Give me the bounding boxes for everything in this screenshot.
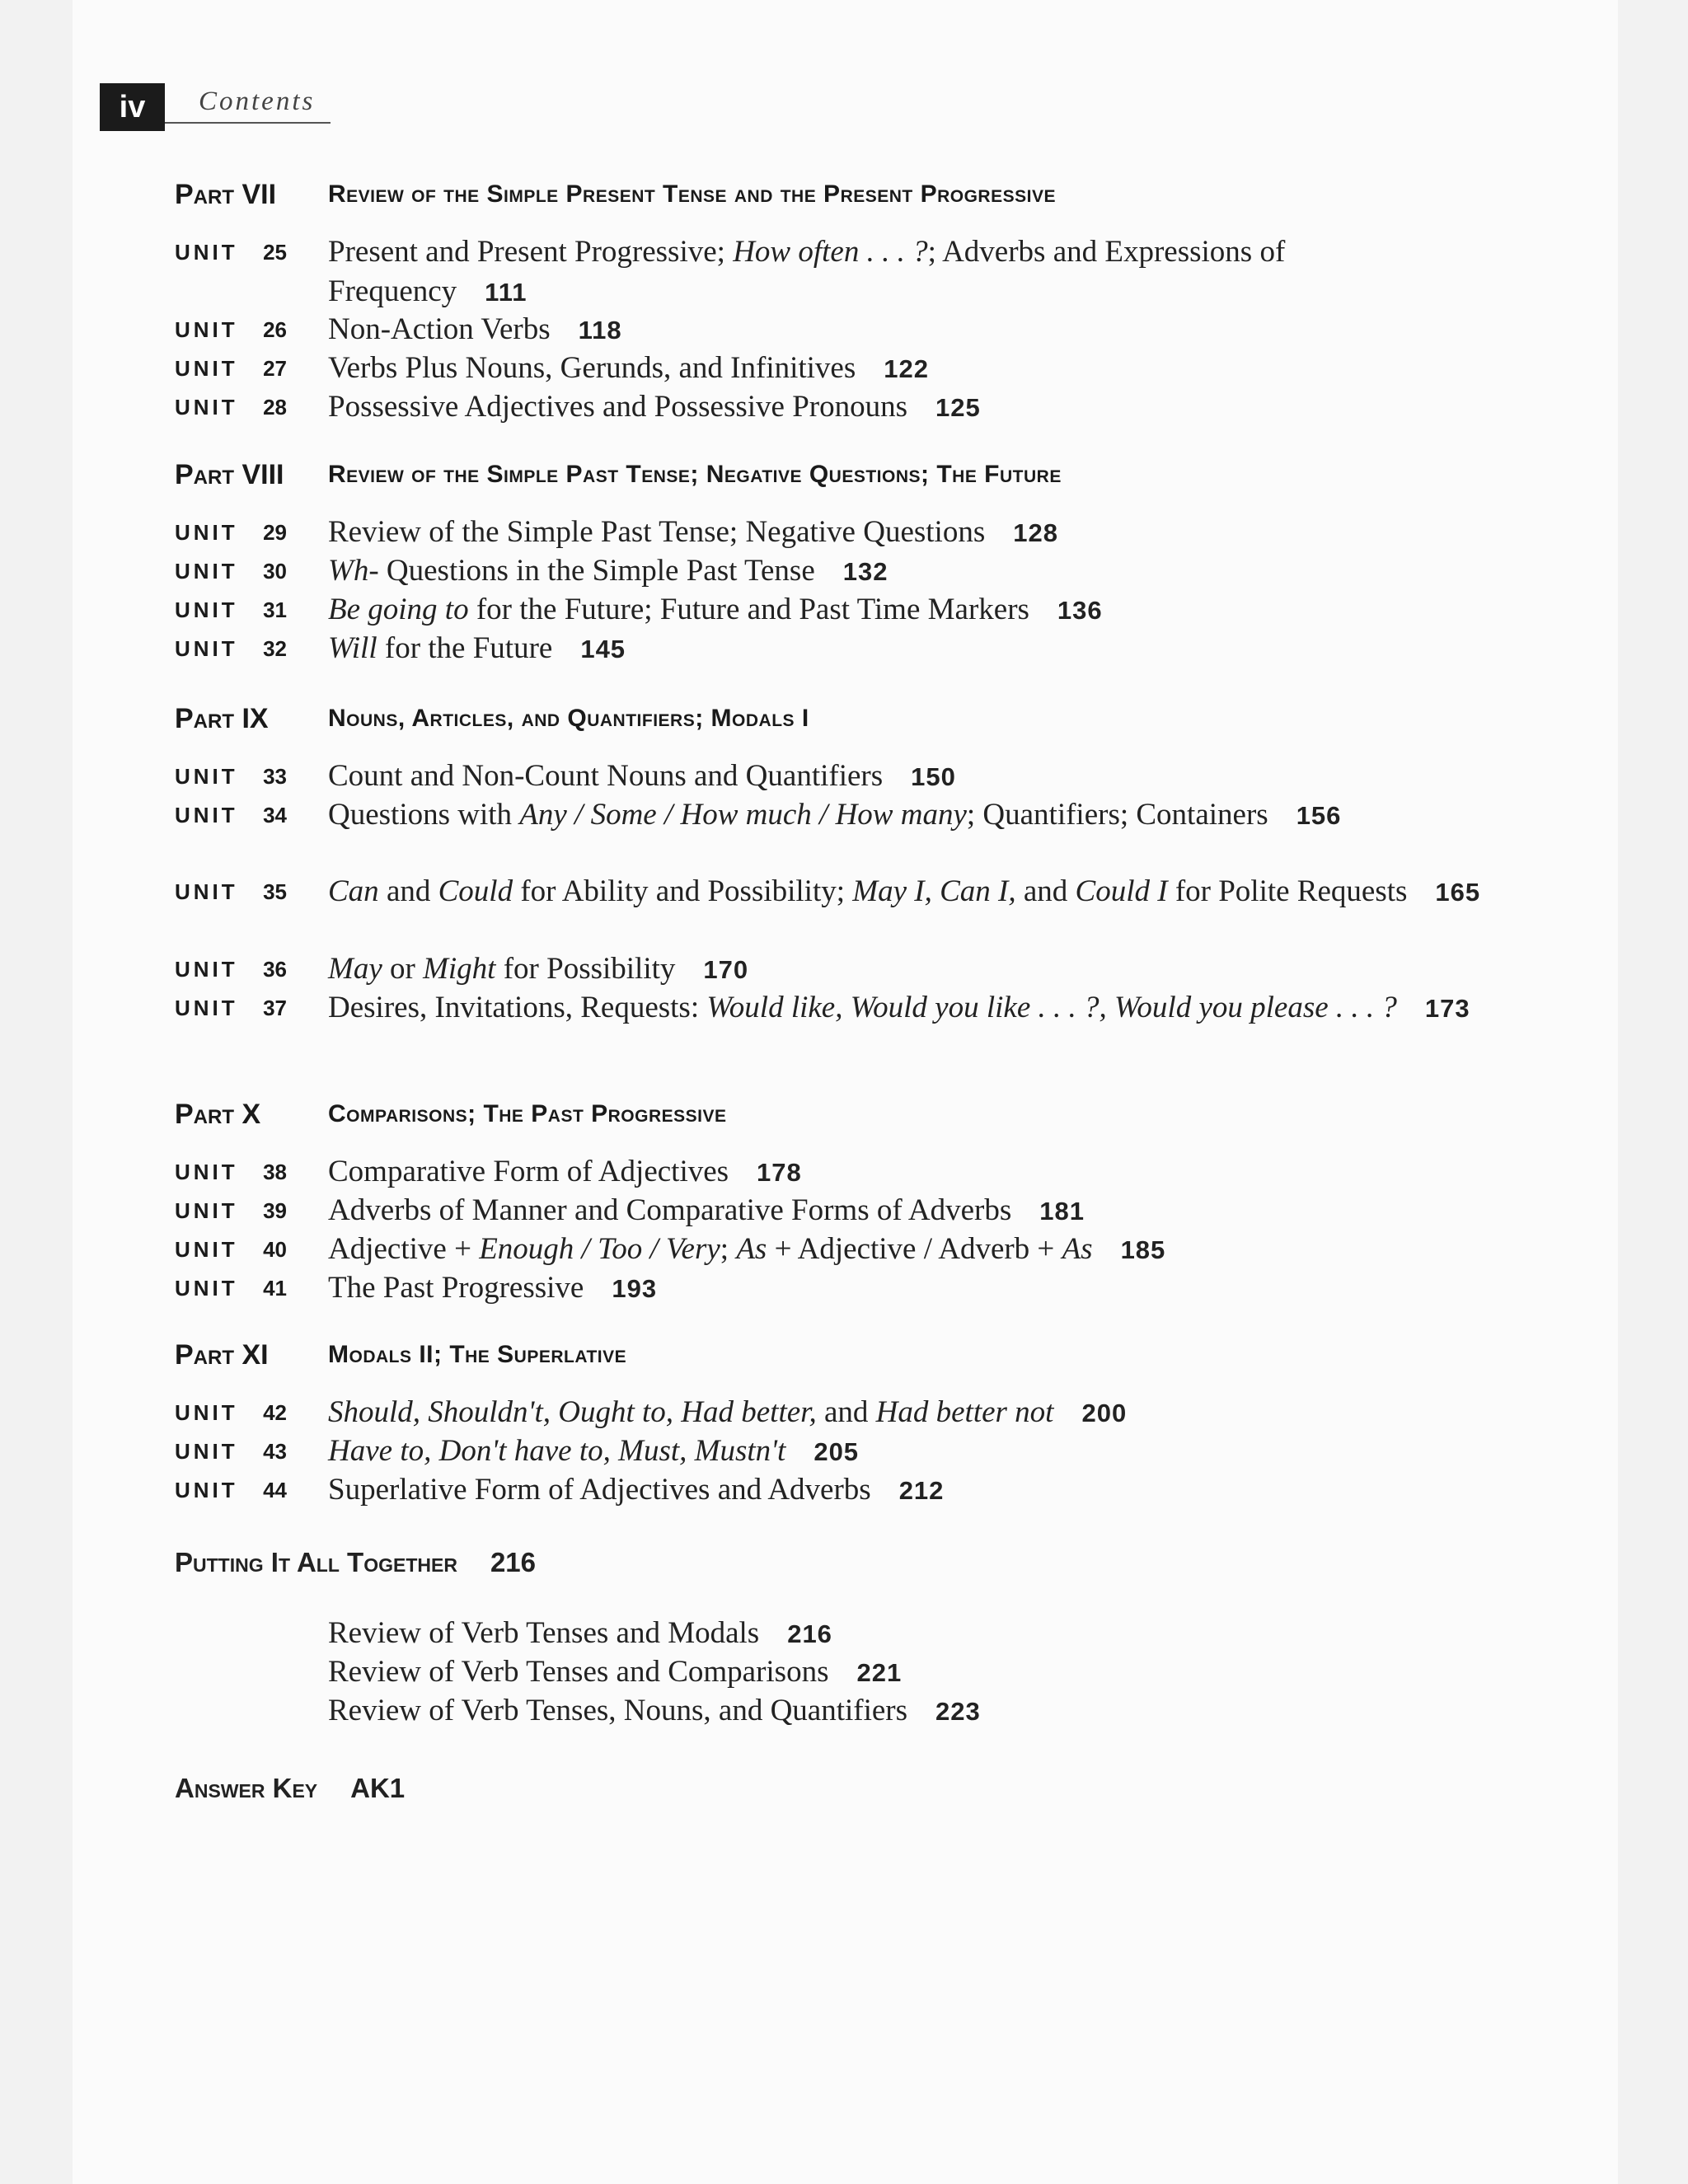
unit-label <box>175 310 287 349</box>
page-ref: 185 <box>1120 1235 1166 1264</box>
entry-text: Non-Action Verbs <box>328 312 551 346</box>
entry-text: As <box>736 1232 767 1266</box>
entry-text: Adverbs of Manner and Comparative Forms of Adverbs <box>328 1193 1012 1227</box>
entry-text: Superlative Form of Adjectives and Adverbs <box>328 1473 871 1507</box>
unit-number: 35 <box>263 879 287 904</box>
page-ref: 173 <box>1424 994 1470 1023</box>
toc-entry[interactable] <box>328 629 1482 669</box>
unit-label <box>175 551 287 591</box>
page-ref: 223 <box>935 1697 981 1726</box>
page-ref: 181 <box>1039 1197 1085 1226</box>
unit-word: UNIT <box>175 957 238 982</box>
unit-label <box>175 949 287 989</box>
unit-label <box>175 629 287 668</box>
entry-text: May <box>328 952 382 986</box>
toc-entry[interactable] <box>328 1191 1482 1231</box>
entry-text: for Polite Requests <box>1167 874 1408 908</box>
header-rule <box>165 122 331 124</box>
unit-label <box>175 232 287 272</box>
unit-word: UNIT <box>175 520 238 545</box>
unit-label <box>175 1470 287 1510</box>
toc-entry[interactable] <box>328 590 1482 630</box>
unit-label <box>175 1152 287 1192</box>
page-ref: 136 <box>1057 596 1103 625</box>
unit-label <box>175 1393 287 1432</box>
part-label: Part VII <box>175 179 277 210</box>
page-ref: 128 <box>1013 518 1058 547</box>
unit-label <box>175 387 287 427</box>
unit-label <box>175 872 287 912</box>
page-ref: 156 <box>1296 801 1342 830</box>
entry-text: ; Quantifiers; Containers <box>966 798 1268 832</box>
toc-entry[interactable] <box>328 232 1482 312</box>
unit-number: 42 <box>263 1400 287 1425</box>
toc-entry[interactable] <box>328 949 1482 990</box>
unit-label <box>175 795 287 835</box>
entry-text: Will <box>328 631 377 665</box>
entry-text: ; Adverbs and Expressions of Frequency <box>328 235 1286 308</box>
page-ref: 111 <box>485 278 528 307</box>
unit-number: 27 <box>263 356 287 381</box>
entry-text: Review of Verb Tenses and Modals <box>328 1616 760 1650</box>
running-title: Contents <box>199 87 316 116</box>
unit-number: 37 <box>263 996 287 1020</box>
page-ref: 216 <box>490 1547 536 1577</box>
unit-word: UNIT <box>175 879 238 904</box>
unit-number: 26 <box>263 317 287 342</box>
toc-entry[interactable] <box>328 1614 1482 1654</box>
unit-word: UNIT <box>175 1237 238 1262</box>
part-title: Review of the Simple Present Tense and the Present Progressive <box>328 180 1056 208</box>
entry-text: for Possibility <box>495 952 676 986</box>
entry-text: Questions in the Simple Past Tense <box>378 554 815 588</box>
toc-entry[interactable] <box>328 1393 1482 1433</box>
entry-text: Present and Present Progressive; <box>328 235 734 269</box>
unit-word: UNIT <box>175 996 238 1020</box>
unit-word: UNIT <box>175 1160 238 1184</box>
unit-word: UNIT <box>175 1198 238 1223</box>
entry-text: and <box>378 874 438 908</box>
entry-text: Would like, Would you like . . . ?, Would you please . . . ? <box>706 991 1397 1024</box>
entry-text: Review of Verb Tenses, Nouns, and Quantifiers <box>328 1694 908 1727</box>
entry-text: Should, Shouldn't, Ought to, Had better, <box>328 1395 817 1429</box>
entry-text: Had better not <box>875 1395 1054 1429</box>
unit-word: UNIT <box>175 559 238 583</box>
unit-number: 32 <box>263 636 287 661</box>
unit-word: UNIT <box>175 1400 238 1425</box>
entry-text: for the Future <box>377 631 553 665</box>
toc-entry[interactable] <box>328 757 1482 797</box>
page-ref: 178 <box>757 1158 802 1187</box>
unit-number: 25 <box>263 240 287 265</box>
entry-text: Questions with <box>328 798 520 832</box>
section-label: Putting It All Together <box>175 1547 457 1577</box>
page-ref: 125 <box>935 393 981 422</box>
unit-word: UNIT <box>175 598 238 622</box>
page-ref: 150 <box>911 762 956 791</box>
entry-text: and <box>1015 874 1076 908</box>
unit-number: 29 <box>263 520 287 545</box>
entry-text: Wh- <box>328 554 379 588</box>
unit-label <box>175 988 287 1028</box>
entry-text: Count and Non-Count Nouns and Quantifiers <box>328 759 884 793</box>
unit-number: 39 <box>263 1198 287 1223</box>
unit-label <box>175 349 287 388</box>
entry-text: ; <box>720 1232 737 1266</box>
toc-entry[interactable] <box>328 1432 1482 1472</box>
toc-entry[interactable] <box>328 1268 1482 1309</box>
unit-word: UNIT <box>175 1478 238 1502</box>
page-ref: 118 <box>578 316 622 344</box>
toc-entry[interactable] <box>328 872 1482 912</box>
entry-text: and <box>816 1395 876 1429</box>
unit-number: 30 <box>263 559 287 583</box>
entry-text: or <box>382 952 424 986</box>
toc-entry[interactable] <box>328 1230 1482 1270</box>
unit-word: UNIT <box>175 317 238 342</box>
page-ref: 212 <box>898 1476 945 1505</box>
part-label: Part X <box>175 1099 261 1130</box>
answer-key-heading <box>175 1769 405 1808</box>
page-ref: 205 <box>814 1437 860 1466</box>
entry-text: Have to, Don't have to, Must, Mustn't <box>328 1434 786 1468</box>
unit-word: UNIT <box>175 764 238 789</box>
unit-number: 41 <box>263 1276 287 1301</box>
unit-number: 34 <box>263 803 287 827</box>
part-title: Modals II; The Superlative <box>328 1341 627 1368</box>
entry-text: As <box>1062 1232 1093 1266</box>
page-ref: 193 <box>612 1274 658 1303</box>
unit-word: UNIT <box>175 395 238 419</box>
toc-entry[interactable] <box>328 1652 1482 1693</box>
unit-word: UNIT <box>175 356 238 381</box>
page-number: iv <box>100 83 165 131</box>
page-ref: 145 <box>580 635 626 663</box>
entry-text: Comparative Form of Adjectives <box>328 1155 729 1188</box>
putting-together-heading <box>175 1543 536 1582</box>
unit-label <box>175 757 287 796</box>
toc-entry[interactable] <box>328 795 1482 836</box>
entry-text: Could <box>438 874 513 908</box>
part-label: Part IX <box>175 703 269 734</box>
entry-text: + Adjective / Adverb + <box>767 1232 1062 1266</box>
unit-word: UNIT <box>175 803 238 827</box>
toc-entry[interactable] <box>328 349 1482 389</box>
page-ref: 200 <box>1081 1399 1128 1427</box>
entry-text: Be going to <box>328 593 469 626</box>
unit-number: 33 <box>263 764 287 789</box>
unit-number: 28 <box>263 395 287 419</box>
entry-text: Enough / Too / Very <box>479 1232 720 1266</box>
entry-text: Adjective + <box>328 1232 480 1266</box>
page-ref: 170 <box>703 955 749 984</box>
section-label: Answer Key <box>175 1773 318 1803</box>
entry-text: for Ability and Possibility; <box>513 874 853 908</box>
page-header <box>100 83 347 131</box>
unit-label <box>175 1268 287 1308</box>
toc-entry[interactable] <box>328 387 1482 428</box>
page-ref: 221 <box>856 1658 903 1687</box>
part-label: Part VIII <box>175 459 284 490</box>
unit-number: 36 <box>263 957 287 982</box>
toc-entry[interactable] <box>328 1152 1482 1193</box>
part-label: Part XI <box>175 1339 269 1371</box>
entry-text: Verbs Plus Nouns, Gerunds, and Infinitives <box>328 351 856 385</box>
unit-number: 31 <box>263 598 287 622</box>
page-ref: 122 <box>884 354 929 383</box>
entry-text: Review of Verb Tenses and Comparisons <box>328 1655 829 1689</box>
entry-text: Possessive Adjectives and Possessive Pronouns <box>328 390 907 424</box>
toc-entry[interactable] <box>328 513 1482 553</box>
entry-text: Might <box>423 952 496 986</box>
entry-text: Could I <box>1075 874 1168 908</box>
page-ref: 165 <box>1435 878 1481 907</box>
part-title: Nouns, Articles, and Quantifiers; Modals I <box>328 705 809 732</box>
unit-label <box>175 1432 287 1471</box>
unit-number: 43 <box>263 1439 287 1464</box>
unit-word: UNIT <box>175 1439 238 1464</box>
entry-text: The Past Progressive <box>328 1271 584 1305</box>
page-ref: AK1 <box>350 1773 406 1803</box>
entry-text: Desires, Invitations, Requests: <box>328 991 707 1024</box>
unit-word: UNIT <box>175 1276 238 1301</box>
entry-text: Review of the Simple Past Tense; Negative Questions <box>328 515 986 549</box>
unit-label <box>175 1191 287 1230</box>
toc-entry[interactable] <box>328 551 1482 592</box>
unit-number: 40 <box>263 1237 287 1262</box>
unit-number: 38 <box>263 1160 287 1184</box>
toc-entry[interactable] <box>328 988 1482 1029</box>
unit-number: 44 <box>263 1478 287 1502</box>
page-ref: 216 <box>787 1619 832 1648</box>
entry-text: Any / Some / How much / How many <box>519 798 967 832</box>
page-ref: 132 <box>842 557 889 586</box>
entry-text: How often . . . ? <box>733 235 928 269</box>
toc-entry[interactable] <box>328 310 1482 350</box>
entry-text: May I, Can I, <box>852 874 1016 908</box>
unit-word: UNIT <box>175 636 238 661</box>
part-title: Comparisons; The Past Progressive <box>328 1100 727 1127</box>
toc-entry[interactable] <box>328 1691 1482 1732</box>
unit-label <box>175 513 287 552</box>
unit-word: UNIT <box>175 240 238 265</box>
unit-label <box>175 1230 287 1269</box>
toc-entry[interactable] <box>328 1470 1482 1511</box>
part-title: Review of the Simple Past Tense; Negative Questions; The Future <box>328 461 1062 488</box>
entry-text: for the Future; Future and Past Time Markers <box>468 593 1029 626</box>
unit-label <box>175 590 287 630</box>
entry-text: Can <box>328 874 379 908</box>
